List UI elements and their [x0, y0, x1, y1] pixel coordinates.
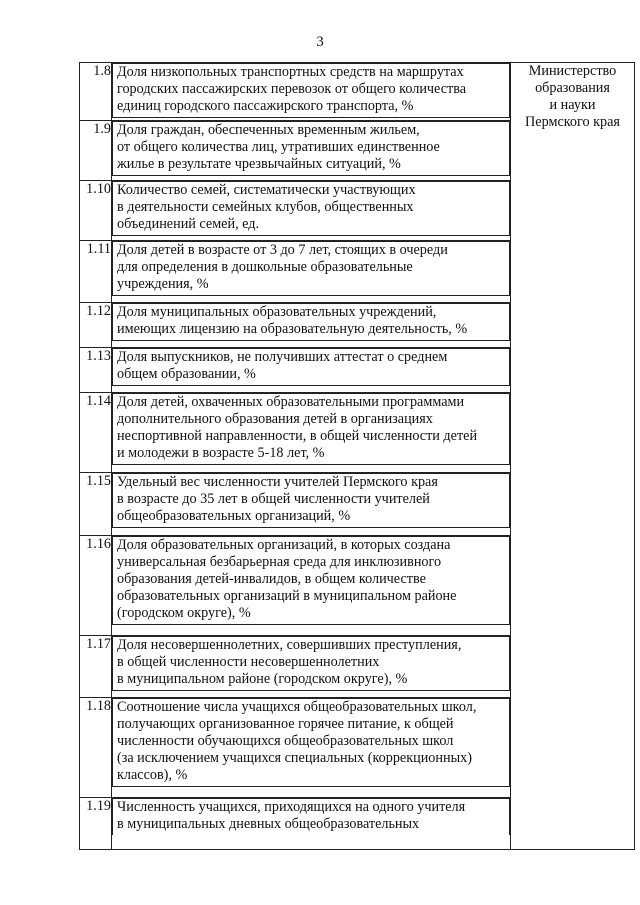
row-number: 1.10 [80, 181, 112, 241]
indicator-text [112, 303, 511, 348]
indicator-text-line: в муниципальных дневных общеобразовательных [117, 816, 420, 832]
indicator-text-line: объединений семей, ед. [117, 216, 260, 232]
indicator-text-line: Количество семей, систематически участвующих [117, 182, 416, 198]
indicator-text-line: Доля детей, охваченных образовательными программами [117, 394, 465, 410]
row-number: 1.14 [80, 393, 112, 473]
indicator-text-line: неспортивной направленности, в общей численности детей [117, 428, 478, 444]
indicator-text-line: Численность учащихся, приходящихся на одного учителя [117, 799, 466, 815]
indicator-text-line: в общей численности несовершеннолетних [117, 654, 380, 670]
indicator-text [112, 63, 511, 121]
indicator-text-line: в муниципальном районе (городском округе), % [117, 671, 408, 687]
indicator-text [112, 393, 511, 473]
indicator-text-line: Доля образовательных организаций, в которых создана [117, 537, 451, 553]
indicator-text-line: Доля выпускников, не получивших аттестат о среднем [117, 349, 448, 365]
indicator-text-line: Доля муниципальных образовательных учреждений, [117, 304, 437, 320]
indicator-text-box [112, 473, 510, 528]
row-number: 1.9 [80, 121, 112, 181]
indicator-text-line: образовательных организаций в муниципальном районе [117, 588, 457, 604]
row-number: 1.13 [80, 348, 112, 393]
indicator-text-line: классов), % [117, 767, 188, 783]
indicator-text-line: от общего количества лиц, утративших единственное [117, 139, 440, 155]
indicator-text-line: в деятельности семейных клубов, общественных [117, 199, 414, 215]
indicator-text-box [112, 303, 510, 341]
indicator-text-box [112, 536, 510, 625]
indicators-table-body [80, 63, 635, 850]
indicator-text-line: Доля детей в возрасте от 3 до 7 лет, стоящих в очереди [117, 242, 448, 258]
row-number: 1.11 [80, 241, 112, 303]
indicator-text-box [112, 393, 510, 465]
indicator-text [112, 798, 511, 850]
indicator-text-line: общеобразовательных организаций, % [117, 508, 351, 524]
responsible-body-line: Министерство [528, 63, 617, 79]
indicator-text-line: образования детей-инвалидов, в общем количестве [117, 571, 426, 587]
indicator-text-line: Соотношение числа учащихся общеобразовательных школ, [117, 699, 477, 715]
indicator-text [112, 348, 511, 393]
indicator-text-box [112, 698, 510, 787]
indicator-text-box [112, 241, 510, 296]
responsible-body-line: Пермского края [525, 114, 620, 130]
page-number: 3 [316, 34, 324, 50]
row-number: 1.12 [80, 303, 112, 348]
indicator-text-line: Удельный вес численности учителей Пермского края [117, 474, 438, 490]
indicator-text [112, 121, 511, 181]
indicator-text-line: (за исключением учащихся специальных (коррекционных) [117, 750, 472, 766]
row-number: 1.16 [80, 536, 112, 636]
row-number: 1.19 [80, 798, 112, 850]
indicator-text-line: для определения в дошкольные образовательные [117, 259, 413, 275]
indicator-text-line: универсальная безбарьерная среда для инклюзивного [117, 554, 442, 570]
indicator-text-line: получающих организованное горячее питание, к общей [117, 716, 454, 732]
table-row [80, 63, 635, 121]
indicator-text [112, 473, 511, 536]
indicator-text [112, 698, 511, 798]
indicator-text-box [112, 181, 510, 236]
row-number: 1.17 [80, 636, 112, 698]
indicator-text-box [112, 63, 510, 118]
indicator-text-box [112, 121, 510, 176]
indicator-text-box [112, 348, 510, 386]
indicator-text-line: дополнительного образования детей в организациях [117, 411, 433, 427]
indicator-text-line: жилье в результате чрезвычайных ситуаций, % [117, 156, 401, 172]
indicator-text-box [112, 798, 510, 835]
indicator-text-line: общем образовании, % [117, 366, 256, 382]
indicator-text [112, 181, 511, 241]
indicator-text-line: Доля граждан, обеспеченных временным жильем, [117, 122, 420, 138]
responsible-body-line: и науки [549, 97, 596, 113]
indicator-text-line: учреждения, % [117, 276, 209, 292]
responsible-body-line: образования [535, 80, 610, 96]
indicator-text-line: в возрасте до 35 лет в общей численности учителей [117, 491, 430, 507]
indicator-text-line: городских пассажирских перевозок от общего количества [117, 81, 467, 97]
indicator-text-line: Доля несовершеннолетних, совершивших преступления, [117, 637, 462, 653]
indicator-text [112, 241, 511, 303]
indicator-text-line: единиц городского пассажирского транспорта, % [117, 98, 414, 114]
indicators-table [79, 62, 635, 850]
responsible-body [511, 63, 635, 850]
indicator-text-box [112, 636, 510, 691]
row-number: 1.8 [80, 63, 112, 121]
indicator-text-line: и молодежи в возрасте 5-18 лет, % [117, 445, 325, 461]
indicator-text [112, 536, 511, 636]
indicator-text-line: имеющих лицензию на образовательную деятельность, % [117, 321, 468, 337]
indicator-text-line: Доля низкопольных транспортных средств на маршрутах [117, 64, 464, 80]
row-number: 1.15 [80, 473, 112, 536]
indicator-text-line: (городском округе), % [117, 605, 251, 621]
row-number: 1.18 [80, 698, 112, 798]
indicator-text-line: численности обучающихся общеобразовательных школ [117, 733, 454, 749]
indicator-text [112, 636, 511, 698]
